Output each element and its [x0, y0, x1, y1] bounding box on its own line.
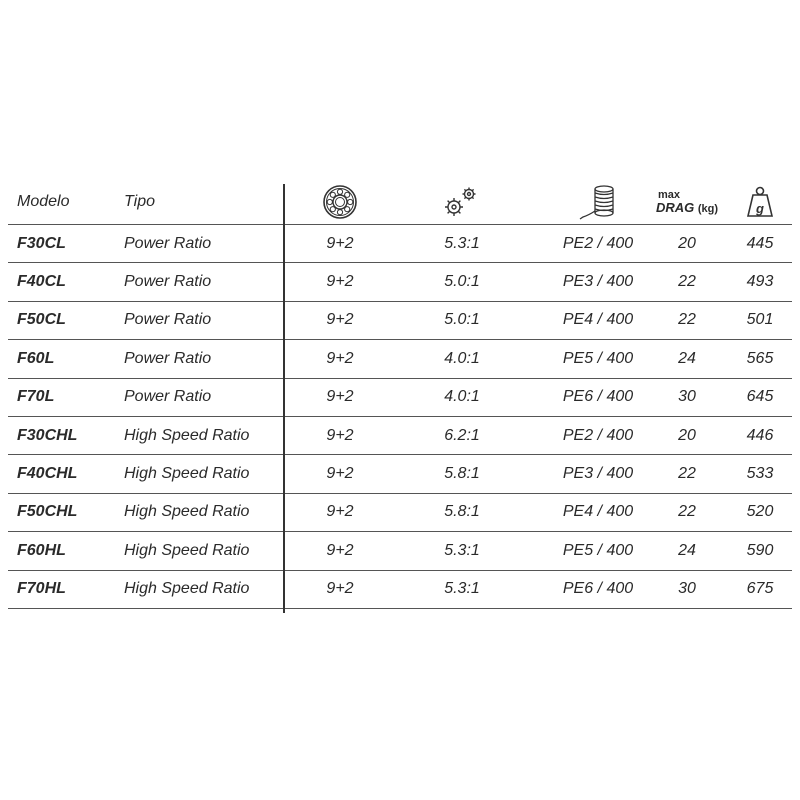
cell-ratio: 5.0:1 [444, 273, 480, 291]
header-ratio [428, 180, 496, 224]
cell-ratio: 5.8:1 [444, 465, 480, 483]
cell-drag: 22 [678, 311, 696, 329]
cell-weight: 520 [746, 503, 774, 521]
cell-bearings: 9+2 [326, 465, 354, 483]
cell-weight: 446 [746, 426, 774, 444]
table-row [8, 532, 792, 570]
cell-bearings: 9+2 [326, 349, 354, 367]
cell-modelo: F60L [17, 349, 55, 367]
cell-ratio: 4.0:1 [444, 388, 480, 406]
header-drag [652, 180, 722, 224]
cell-ratio: 5.0:1 [444, 311, 480, 329]
table-row [8, 225, 792, 263]
cell-modelo: F70HL [17, 580, 66, 598]
drag-unit: (kg) [697, 202, 719, 215]
cell-bearings: 9+2 [326, 503, 354, 521]
cell-tipo: High Speed Ratio [124, 426, 250, 444]
ball-bearing-icon [321, 183, 359, 221]
cell-ratio: 5.3:1 [444, 541, 480, 559]
cell-drag: 30 [678, 388, 696, 406]
cell-ratio: 5.8:1 [444, 503, 480, 521]
cell-line: PE5 / 400 [562, 349, 634, 367]
cell-drag: 20 [678, 426, 696, 444]
header-line [538, 180, 658, 224]
cell-modelo: F50CHL [17, 503, 78, 521]
line-spool-icon [576, 183, 620, 221]
cell-drag: 30 [678, 580, 696, 598]
drag-label [656, 190, 718, 215]
cell-tipo: Power Ratio [124, 388, 212, 406]
cell-drag: 20 [678, 234, 696, 252]
cell-tipo: High Speed Ratio [124, 503, 250, 521]
column-divider [283, 184, 285, 613]
cell-weight: 645 [746, 388, 774, 406]
cell-line: PE3 / 400 [562, 465, 634, 483]
cell-modelo: F60HL [17, 541, 66, 559]
cell-bearings: 9+2 [326, 234, 354, 252]
cell-drag: 24 [678, 349, 696, 367]
cell-modelo: F30CL [17, 234, 66, 252]
cell-line: PE5 / 400 [562, 541, 634, 559]
header-tipo: Tipo [124, 193, 155, 210]
table-body [8, 225, 792, 609]
table-row [8, 340, 792, 378]
cell-ratio: 5.3:1 [444, 580, 480, 598]
cell-bearings: 9+2 [326, 426, 354, 444]
cell-bearings: 9+2 [326, 273, 354, 291]
cell-modelo: F40CHL [17, 465, 78, 483]
cell-ratio: 5.3:1 [444, 234, 480, 252]
gears-icon [442, 184, 482, 220]
cell-drag: 24 [678, 541, 696, 559]
cell-tipo: Power Ratio [124, 234, 212, 252]
table-row [8, 302, 792, 340]
spec-table [8, 180, 792, 609]
cell-weight: 493 [746, 273, 774, 291]
cell-line: PE4 / 400 [562, 503, 634, 521]
cell-modelo: F50CL [17, 311, 66, 329]
cell-tipo: Power Ratio [124, 273, 212, 291]
cell-tipo: Power Ratio [124, 349, 212, 367]
header-bearings [308, 180, 372, 224]
drag-text: DRAG [655, 199, 695, 215]
cell-weight: 565 [746, 349, 774, 367]
cell-weight: 533 [746, 465, 774, 483]
cell-modelo: F70L [17, 388, 55, 406]
cell-tipo: High Speed Ratio [124, 465, 250, 483]
cell-tipo: Power Ratio [124, 311, 212, 329]
cell-ratio: 4.0:1 [444, 349, 480, 367]
cell-bearings: 9+2 [326, 311, 354, 329]
table-row [8, 379, 792, 417]
table-row [8, 417, 792, 455]
cell-modelo: F30CHL [17, 426, 78, 444]
table-header [8, 180, 792, 225]
cell-line: PE6 / 400 [562, 580, 634, 598]
cell-bearings: 9+2 [326, 580, 354, 598]
table-row [8, 494, 792, 532]
header-modelo: Modelo [17, 193, 70, 210]
table-row [8, 263, 792, 301]
cell-weight: 501 [746, 311, 774, 329]
cell-line: PE4 / 400 [562, 311, 634, 329]
header-weight [728, 180, 792, 224]
cell-line: PE3 / 400 [562, 273, 634, 291]
drag-max-text: max [657, 188, 680, 201]
cell-drag: 22 [678, 465, 696, 483]
table-row [8, 455, 792, 493]
cell-drag: 22 [678, 273, 696, 291]
cell-drag: 22 [678, 503, 696, 521]
cell-tipo: High Speed Ratio [124, 541, 250, 559]
cell-weight: 445 [746, 234, 774, 252]
cell-line: PE6 / 400 [562, 388, 634, 406]
weight-icon-letter: g [756, 201, 764, 216]
cell-bearings: 9+2 [326, 388, 354, 406]
cell-line: PE2 / 400 [562, 426, 634, 444]
cell-weight: 590 [746, 541, 774, 559]
cell-modelo: F40CL [17, 273, 66, 291]
cell-line: PE2 / 400 [562, 234, 634, 252]
cell-bearings: 9+2 [326, 541, 354, 559]
table-row [8, 571, 792, 609]
cell-ratio: 6.2:1 [444, 426, 480, 444]
weight-g-icon [745, 185, 775, 219]
cell-tipo: High Speed Ratio [124, 580, 250, 598]
cell-weight: 675 [746, 580, 774, 598]
